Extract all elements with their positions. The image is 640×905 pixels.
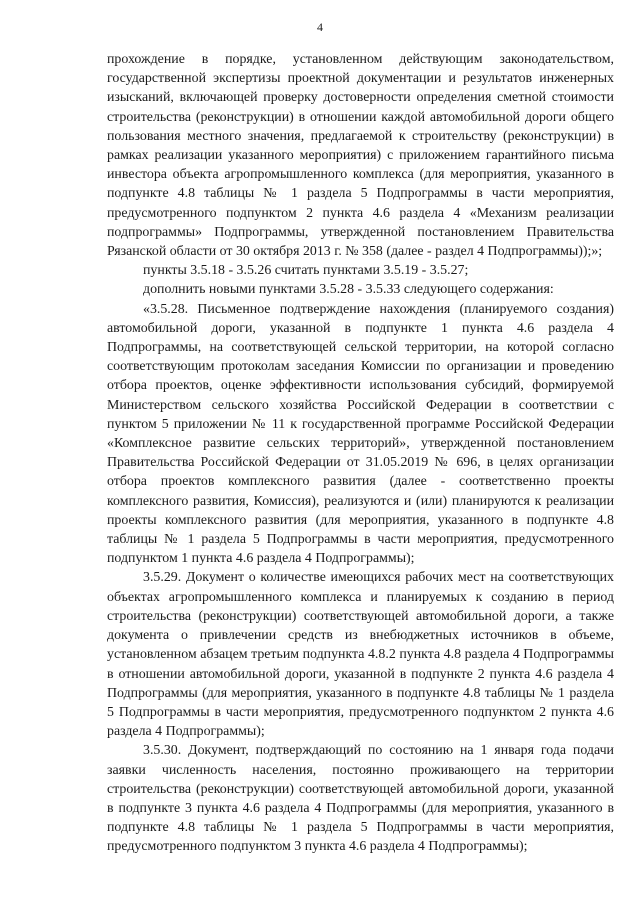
document-body bbox=[107, 50, 614, 857]
paragraph-renumber: пункты 3.5.18 - 3.5.26 считать пунктами 3.5.19 - 3.5.27; bbox=[143, 263, 469, 279]
paragraph-3-5-30: 3.5.30. Документ, подтверждающий по состоянию на 1 января года подачи заявки численность населения, постоянно проживающего на территории строительства (реконструкции) соответствующей автомобильной дороги, указанной в подпункте 3 пункта 4.6 раздела 4 Подпрограммы (для мероприятия, указанного в подпункте 4.8 таблицы № 1 раздела 5 Подпрограммы в части мероприятия, предусмотренного подпунктом 3 пункта 4.6 раздела 4 Подпрограммы); bbox=[107, 743, 614, 855]
paragraph-supplement: дополнить новыми пунктами 3.5.28 - 3.5.33 следующего содержания: bbox=[143, 282, 554, 298]
page-number: 4 bbox=[317, 20, 323, 34]
paragraph-3-5-29: 3.5.29. Документ о количестве имеющихся рабочих мест на соответствующих объектах агропромышленного комплекса и планируемых к созданию в период строительства (реконструкции) соответствующей автомобильной дороги, а также документа о привлечении средств из внебюджетных источников в объеме, установленном абзацем третьим подпункта 4.8.2 пункта 4.8 раздела 4 Подпрограммы в отношении автомобильной дороги, указанной в подпункте 2 пункта 4.6 раздела 4 Подпрограммы (для мероприятия, указанного в подпункте 4.8 таблицы № 1 раздела 5 Подпрограммы в части мероприятия, предусмотренного подпунктом 2 пункта 4.6 раздела 4 Подпрограммы); bbox=[107, 570, 614, 740]
paragraph-continuation: прохождение в порядке, установленном действующим законодательством, государственной экспертизы проектной документации и результатов инженерных изысканий, включающей проверку достоверности определения сметной стоимости строительства (реконструкции) в отношении каждой автомобильной дороги общего пользования местного значения, предлагаемой к строительству (реконструкции) в рамках реализации указанного мероприятия) с приложением гарантийного письма инвестора объекта агропромышленного комплекса (для мероприятия, указанного в подпункте 4.8 таблицы № 1 раздела 5 Подпрограммы в части мероприятия, предусмотренного подпунктом 2 пункта 4.6 раздела 4 «Механизм реализации подпрограммы» Подпрограммы, утвержденной постановлением Правительства Рязанской области от 30 октября 2013 г. № 358 (далее - раздел 4 Подпрограммы));»; bbox=[107, 52, 614, 260]
paragraph-3-5-28: «3.5.28. Письменное подтверждение нахождения (планируемого создания) автомобильной дороги, указанной в подпункте 1 пункта 4.6 раздела 4 Подпрограммы, на соответствующей сельской территории, на которой согласно соответствующим протоколам заседания Комиссии по организации и проведению отбора проектов, оценке эффективности использования субсидий, формируемой Министерством сельского хозяйства Российской Федерации в соответствии с пунктом 5 приложении № 11 к государственной программе Российской Федерации «Комплексное развитие сельских территорий», утвержденной постановлением Правительства Российской Федерации от 31.05.2019 № 696, в целях организации отбора проектов комплексного развития (далее - соответственно проекты комплексного развития, Комиссия), реализуются и (или) планируются к реализации проекты комплексного развития (для мероприятия, указанного в подпункте 4.8 таблицы № 1 раздела 5 Подпрограммы в части мероприятия, предусмотренного подпунктом 1 пункта 4.6 раздела 4 Подпрограммы); bbox=[107, 301, 614, 567]
